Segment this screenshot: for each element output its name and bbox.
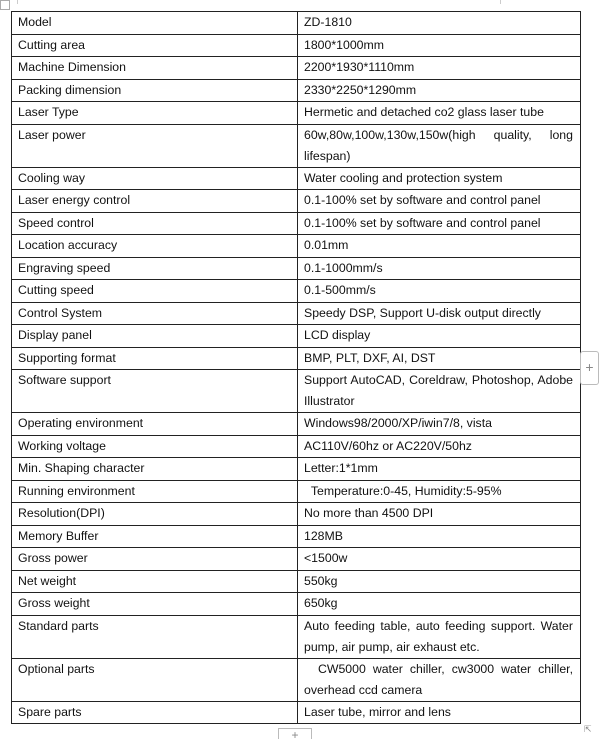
spec-label-cell[interactable]: Model <box>12 12 298 35</box>
spec-value-cell[interactable]: Auto feeding table, auto feeding support. Water pump, air pump, air exhaust etc. <box>298 615 581 658</box>
spec-label-cell[interactable]: Running environment <box>12 480 298 503</box>
table-row <box>12 325 581 348</box>
spec-label-cell[interactable]: Gross power <box>12 548 298 571</box>
spec-label-cell[interactable]: Speed control <box>12 212 298 235</box>
spec-value-cell[interactable]: 0.1-1000mm/s <box>298 257 581 280</box>
spec-value-cell[interactable]: 650kg <box>298 593 581 616</box>
spec-value-cell[interactable]: 550kg <box>298 570 581 593</box>
table-row <box>12 280 581 303</box>
table-row <box>12 347 581 370</box>
table-row <box>12 548 581 571</box>
spec-label-cell[interactable]: Min. Shaping character <box>12 458 298 481</box>
spec-label-cell[interactable]: Engraving speed <box>12 257 298 280</box>
spec-value-cell[interactable]: 0.1-100% set by software and control panel <box>298 212 581 235</box>
spec-label-cell[interactable]: Cooling way <box>12 167 298 190</box>
spec-value-cell[interactable]: No more than 4500 DPI <box>298 503 581 526</box>
table-row <box>12 34 581 57</box>
spec-value-cell[interactable]: ZD-1810 <box>298 12 581 35</box>
spec-label-cell[interactable]: Working voltage <box>12 435 298 458</box>
table-row <box>12 413 581 436</box>
table-row <box>12 302 581 325</box>
spec-label-cell[interactable]: Cutting area <box>12 34 298 57</box>
table-row <box>12 658 581 701</box>
spec-value-cell[interactable]: 2200*1930*1110mm <box>298 57 581 80</box>
table-row <box>12 593 581 616</box>
spec-value-cell[interactable]: Letter:1*1mm <box>298 458 581 481</box>
table-resize-handle[interactable]: ⇱ <box>584 724 592 734</box>
table-row <box>12 12 581 35</box>
table-row <box>12 167 581 190</box>
spec-label-cell[interactable]: Optional parts <box>12 658 298 701</box>
table-row <box>12 701 581 724</box>
spec-value-cell[interactable]: Hermetic and detached co2 glass laser tube <box>298 102 581 125</box>
spec-label-cell[interactable]: Machine Dimension <box>12 57 298 80</box>
spec-value-cell[interactable]: AC110V/60hz or AC220V/50hz <box>298 435 581 458</box>
spec-value-cell[interactable]: Temperature:0-45, Humidity:5-95% <box>298 480 581 503</box>
spec-label-cell[interactable]: Supporting format <box>12 347 298 370</box>
spec-label-cell[interactable]: Laser Type <box>12 102 298 125</box>
add-column-button[interactable]: + <box>580 351 599 385</box>
table-row <box>12 570 581 593</box>
spec-table-body <box>12 12 581 724</box>
spec-label-cell[interactable]: Cutting speed <box>12 280 298 303</box>
add-row-button[interactable]: + <box>278 728 312 739</box>
table-row <box>12 212 581 235</box>
spec-value-cell[interactable]: BMP, PLT, DXF, AI, DST <box>298 347 581 370</box>
spec-label-cell[interactable]: Gross weight <box>12 593 298 616</box>
spec-value-cell[interactable]: 1800*1000mm <box>298 34 581 57</box>
table-row <box>12 615 581 658</box>
spec-label-cell[interactable]: Software support <box>12 370 298 413</box>
table-row <box>12 57 581 80</box>
table-row <box>12 503 581 526</box>
table-row <box>12 370 581 413</box>
table-row <box>12 124 581 167</box>
spec-value-cell[interactable]: 0.01mm <box>298 235 581 258</box>
spec-value-cell[interactable]: Windows98/2000/XP/iwin7/8, vista <box>298 413 581 436</box>
spec-value-cell[interactable]: Support AutoCAD, Coreldraw, Photoshop, Adobe Illustrator <box>298 370 581 413</box>
spec-label-cell[interactable]: Laser energy control <box>12 190 298 213</box>
spec-value-cell[interactable]: 0.1-100% set by software and control panel <box>298 190 581 213</box>
spec-label-cell[interactable]: Packing dimension <box>12 79 298 102</box>
table-move-handle[interactable] <box>0 0 10 10</box>
table-row <box>12 525 581 548</box>
table-row <box>12 458 581 481</box>
spec-label-cell[interactable]: Location accuracy <box>12 235 298 258</box>
page-edge <box>17 0 501 4</box>
table-row <box>12 257 581 280</box>
spec-label-cell[interactable]: Resolution(DPI) <box>12 503 298 526</box>
spec-value-cell[interactable]: 128MB <box>298 525 581 548</box>
spec-value-cell[interactable]: Speedy DSP, Support U-disk output directly <box>298 302 581 325</box>
spec-table <box>11 11 581 724</box>
spec-value-cell[interactable]: <1500w <box>298 548 581 571</box>
spec-label-cell[interactable]: Display panel <box>12 325 298 348</box>
spec-label-cell[interactable]: Control System <box>12 302 298 325</box>
table-row <box>12 102 581 125</box>
spec-label-cell[interactable]: Operating environment <box>12 413 298 436</box>
spec-label-cell[interactable]: Net weight <box>12 570 298 593</box>
table-row <box>12 435 581 458</box>
table-row <box>12 79 581 102</box>
spec-value-cell[interactable]: CW5000 water chiller, cw3000 water chiller, overhead ccd camera <box>298 658 581 701</box>
spec-label-cell[interactable]: Laser power <box>12 124 298 167</box>
spec-label-cell[interactable]: Spare parts <box>12 701 298 724</box>
spec-value-cell[interactable]: Water cooling and protection system <box>298 167 581 190</box>
spec-value-cell[interactable]: LCD display <box>298 325 581 348</box>
table-row <box>12 480 581 503</box>
spec-value-cell[interactable]: 0.1-500mm/s <box>298 280 581 303</box>
spec-label-cell[interactable]: Standard parts <box>12 615 298 658</box>
table-row <box>12 235 581 258</box>
spec-value-cell[interactable]: Laser tube, mirror and lens <box>298 701 581 724</box>
spec-value-cell[interactable]: 60w,80w,100w,130w,150w(high quality, long lifespan) <box>298 124 581 167</box>
spec-label-cell[interactable]: Memory Buffer <box>12 525 298 548</box>
spec-value-cell[interactable]: 2330*2250*1290mm <box>298 79 581 102</box>
table-row <box>12 190 581 213</box>
